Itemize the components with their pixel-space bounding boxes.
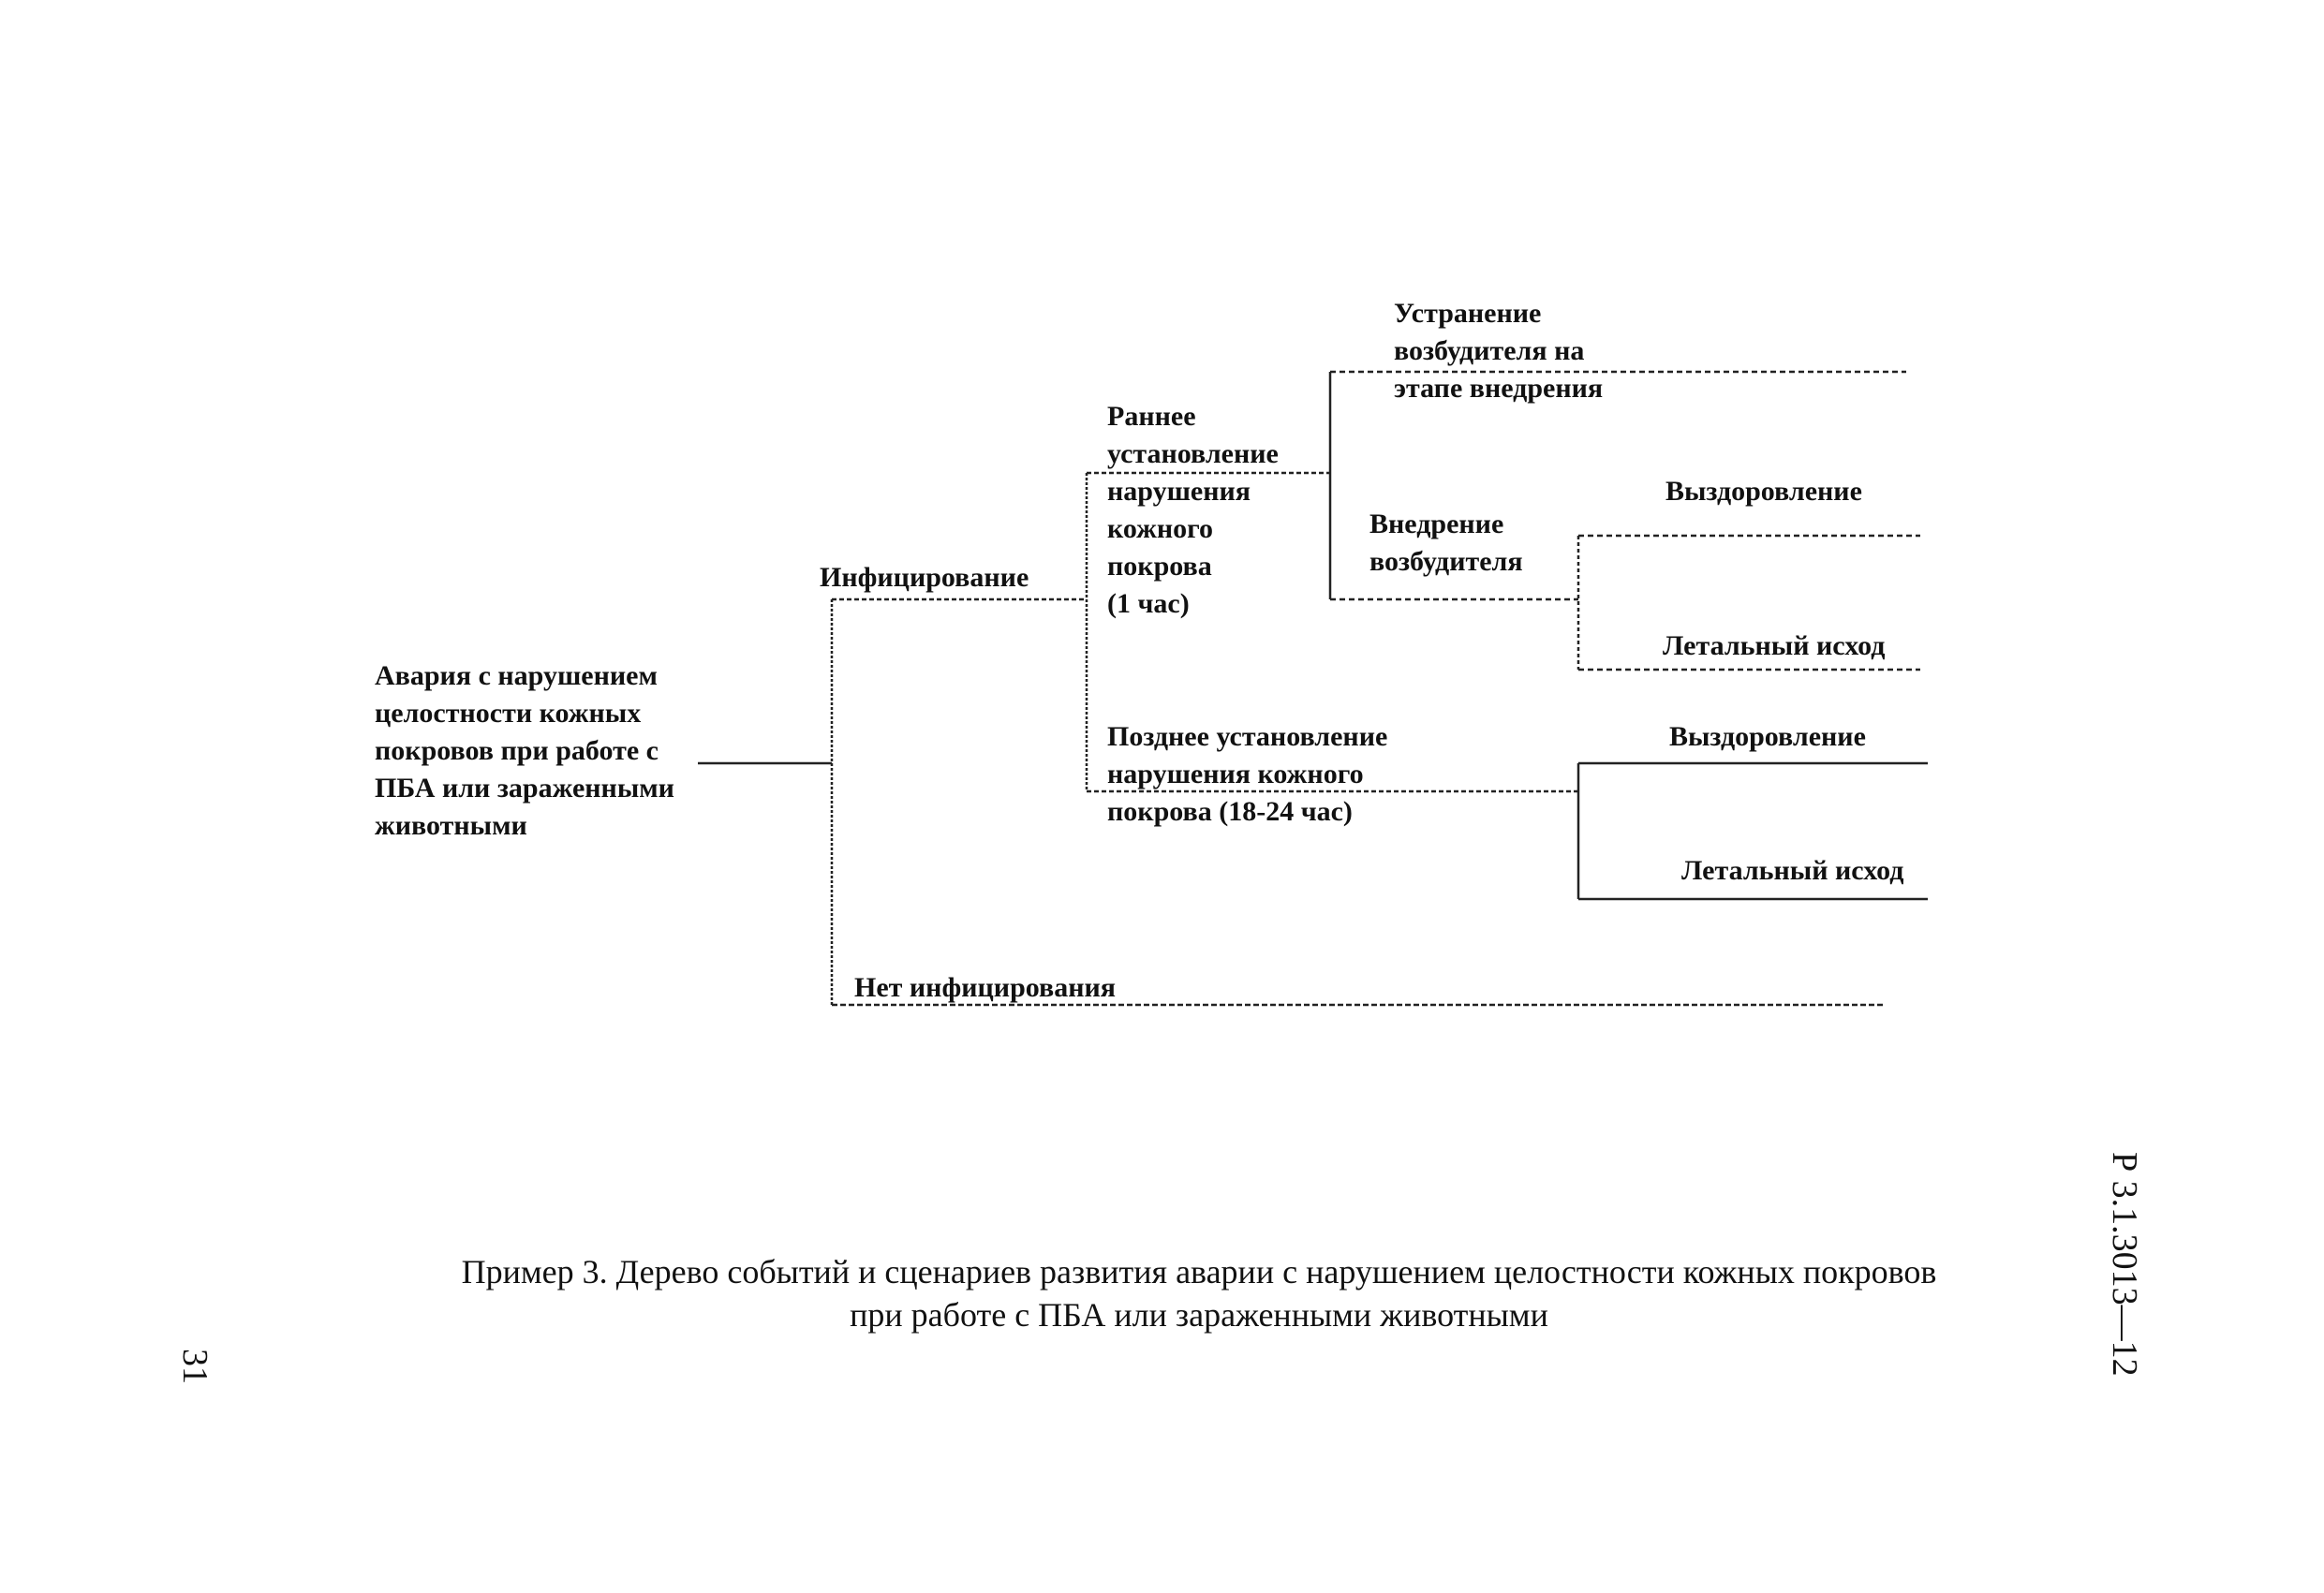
late-lethal-label: Летальный исход bbox=[1681, 855, 1904, 886]
figure-caption: Пример 3. Дерево событий и сценариев развития аварии с нарушением целостности кожных покровов при работе с ПБА или зараженными животными bbox=[461, 1253, 1937, 1334]
late-recovery-label: Выздоровление bbox=[1669, 721, 1866, 752]
page-number: 31 bbox=[175, 1349, 215, 1384]
root-event-label: Авария с нарушением целостности кожных покровов при работе с ПБА или зараженными животными bbox=[375, 660, 674, 841]
early-detection-label: Раннее установление нарушения кожного покрова (1 час) bbox=[1107, 401, 1279, 619]
infection-label: Инфицирование bbox=[820, 562, 1029, 593]
late-detection-label: Позднее установление нарушения кожного покрова (18-24 час) bbox=[1107, 721, 1388, 827]
pathogen-invasion-label: Внедрение возбудителя bbox=[1369, 509, 1523, 577]
early-lethal-label: Летальный исход bbox=[1663, 630, 1886, 661]
document-code: Р 3.1.3013—12 bbox=[2105, 1152, 2144, 1377]
early-recovery-label: Выздоровление bbox=[1665, 476, 1862, 507]
no-infection-label: Нет инфицирования bbox=[854, 972, 1117, 1003]
pathogen-elimination-label: Устранение возбудителя на этапе внедрения bbox=[1394, 298, 1604, 404]
